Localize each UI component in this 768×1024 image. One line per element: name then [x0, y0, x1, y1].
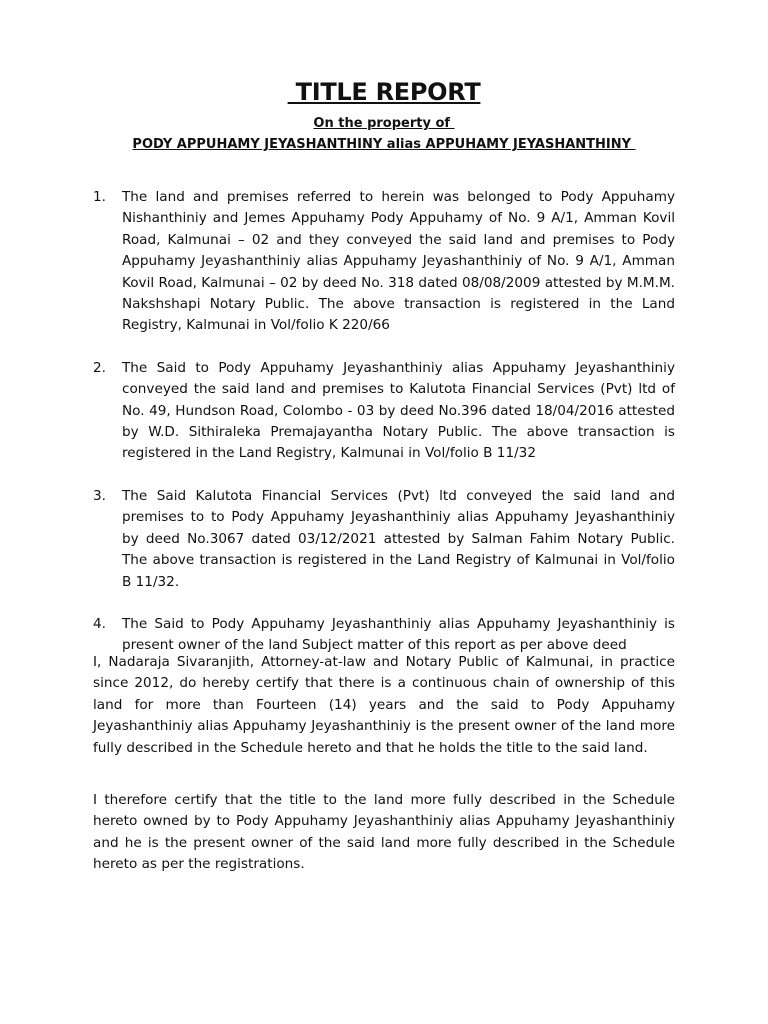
list-item-text: The Said to Pody Appuhamy Jeyashanthiniy alias Appuhamy Jeyashanthiniy is present owner of the land Subject matter of this report as per above deed [122, 615, 675, 654]
list-item [93, 187, 675, 337]
list-item-text: The Said Kalutota Financial Services (Pvt) ltd conveyed the said land and premises to to Pody Appuhamy Jeyashanthiniy alias Appuhamy Jeyashanthiniy by deed No.3067 dated 03/12/2021 attested by Salman Fahim Notary Public. The above transaction is registered in the Land Registry of Kalmunai in Vol/folio B 11/32. [122, 487, 675, 590]
property-name: PODY APPUHAMY JEYASHANTHINY alias APPUHAMY JEYASHANTHINY [132, 137, 636, 152]
list-item-text: The land and premises referred to herein was belonged to Pody Appuhamy Nishanthiniy and Jemes Appuhamy Pody Appuhamy of No. 9 A/1, Amman Kovil Road, Kalmunai – 02 and they conveyed the said land and premises to Pody Appuhamy Jeyashanthiniy alias Appuhamy Jeyashanthiniy of No. 9 A/1, Amman Kovil Road, Kalmunai – 02 by deed No. 318 dated 08/08/2009 attested by M.M.M. Nakshshapi Notary Public. The above transaction is registered in the Land Registry, Kalmunai in Vol/folio K 220/66 [122, 189, 675, 334]
list-item [93, 486, 675, 593]
list-item-number: 2. [93, 359, 106, 376]
list-item [93, 614, 675, 657]
ownership-history-list [93, 187, 675, 678]
list-item [93, 358, 675, 465]
list-item-number: 3. [93, 487, 106, 504]
list-item-number: 4. [93, 615, 106, 632]
list-item-text: The Said to Pody Appuhamy Jeyashanthiniy alias Appuhamy Jeyashanthiniy conveyed the said land and premises to Kalutota Financial Services (Pvt) ltd of No. 49, Hundson Road, Colombo - 03 by deed No.396 dated 18/04/2016 attested by W.D. Sithiraleka Premajayantha Notary Public. The above transaction is registered in the Land Registry, Kalmunai in Vol/folio B 11/32 [122, 359, 675, 462]
document-title: TITLE REPORT [287, 78, 481, 106]
conclusion-paragraph: I therefore certify that the title to the land more fully described in the Schedule hereto owned by to Pody Appuhamy Jeyashanthiniy alias Appuhamy Jeyashanthiniy and he is the present owner of the said land more fully described in the Schedule hereto as per the registrations. [93, 792, 675, 873]
list-item-number: 1. [93, 189, 106, 205]
document-subtitle: On the property of [313, 116, 455, 131]
certification-paragraph: I, Nadaraja Sivaranjith, Attorney-at-law and Notary Public of Kalmunai, in practice since 2012, do hereby certify that there is a continuous chain of ownership of this land for more than Fourteen (14) years and the said to Pody Appuhamy Jeyashanthiniy alias Appuhamy Jeyashanthiniy is the present owner of the land more fully described in the Schedule hereto and that he holds the title to the said land. [93, 654, 675, 756]
